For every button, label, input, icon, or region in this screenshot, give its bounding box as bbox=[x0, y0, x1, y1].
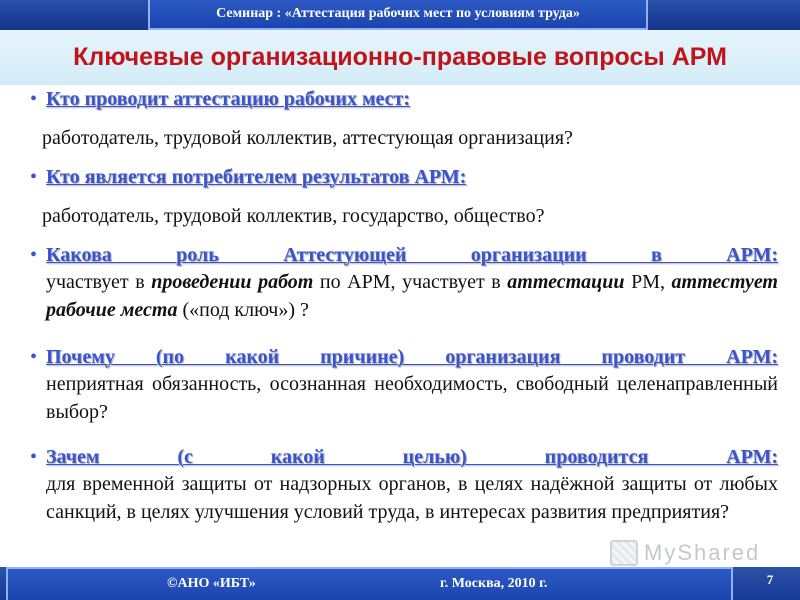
answer-part: участвует в bbox=[46, 271, 152, 293]
question-text: Почему (по какой причине) организация проводит АРМ: bbox=[46, 346, 778, 368]
page-number: 7 bbox=[766, 572, 774, 587]
answer-text: работодатель, трудовой коллектив, государство, общество? bbox=[42, 205, 545, 227]
bullet-icon: • bbox=[30, 88, 38, 110]
bullet-icon: • bbox=[30, 244, 38, 266]
question-text: Какова роль Аттестующей организации в АРМ: bbox=[46, 244, 778, 266]
answer-emphasis: проведении работ bbox=[151, 271, 314, 293]
watermark bbox=[610, 537, 770, 569]
question-text: Кто проводит аттестацию рабочих мест: bbox=[46, 88, 411, 110]
list-item bbox=[0, 242, 800, 342]
answer-text: работодатель, трудовой коллектив, аттестующая организация? bbox=[42, 127, 573, 149]
watermark-text: MyShared bbox=[644, 540, 761, 565]
list-item bbox=[0, 344, 800, 444]
footer-banner bbox=[6, 567, 733, 600]
answer-part: по АРМ, участвует в bbox=[313, 271, 508, 293]
list-item bbox=[0, 164, 800, 234]
footer-org: ©АНО «ИБТ» bbox=[167, 576, 256, 591]
bullet-icon: • bbox=[30, 446, 38, 468]
answer-text: для временной защиты от надзорных органов, в целях надёжной защиты от любых санкций, в целях улучшения условий труда, в интересах развития предприятия? bbox=[46, 473, 778, 523]
answer-text bbox=[46, 268, 778, 324]
answer-part: РМ, bbox=[624, 271, 672, 293]
answer-text: неприятная обязанность, осознанная необходимость, свободный целенаправленный выбор? bbox=[46, 373, 778, 423]
page-title: Ключевые организационно-правовые вопросы АРМ bbox=[73, 43, 727, 71]
answer-part: («под ключ») ? bbox=[177, 299, 309, 321]
footer-city-year: г. Москва, 2010 г. bbox=[440, 576, 548, 591]
question-text: Зачем (с какой целью) проводится АРМ: bbox=[46, 446, 778, 468]
bullet-icon: • bbox=[30, 166, 38, 188]
seminar-banner bbox=[148, 0, 648, 30]
slide-content bbox=[0, 86, 800, 566]
title-band bbox=[0, 30, 800, 85]
list-item bbox=[0, 86, 800, 156]
answer-emphasis: аттестации bbox=[507, 271, 625, 293]
seminar-title: Семинар : «Аттестация рабочих мест по условиям труда» bbox=[216, 6, 580, 21]
bullet-icon: • bbox=[30, 346, 38, 368]
presentation-icon bbox=[610, 540, 638, 566]
answer-emphasis: аттестует рабочие места bbox=[46, 271, 778, 321]
question-text: Кто является потребителем результатов АРМ: bbox=[46, 166, 467, 188]
